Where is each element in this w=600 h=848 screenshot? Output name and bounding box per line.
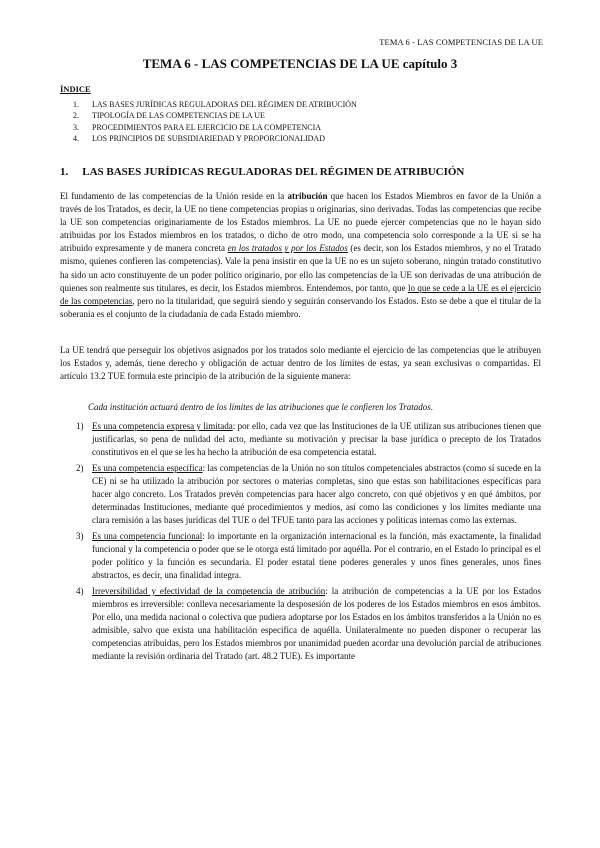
list-item: 2) Es una competencia específica: las competencias de la Unión no son títulos competenciales abstractos (como sí sucede en la CE) ni se ha utilizado la atribución por sectores o materias completas, sino que estas son habilitaciones específicas para hacer algo concreto. Los Tratados prevén competencias para hacer algo concreto, con qué objetivos y en qué ámbitos, por determinadas Instituciones, mediante qué procedimientos y medios, así como las condiciones y los límites mediante una clara remisión a las bases jurídicas del TUE o del TFUE tanto para las acciones y políticas internas como las externas. <box>76 462 541 526</box>
emphasis-tratados: en los tratados y por los Estados <box>227 243 348 254</box>
article-quote: Cada institución actuará dentro de los límites de las atribuciones que le confieren los Tratados. <box>88 402 434 412</box>
running-header: TEMA 6 - LAS COMPETENCIAS DE LA UE <box>379 37 543 47</box>
section-title: LAS BASES JURÍDICAS REGULADORAS DEL RÉGIMEN DE ATRIBUCIÓN <box>82 166 465 178</box>
toc-item: 2. TIPOLOGÍA DE LAS COMPETENCIAS DE LA UE <box>73 111 265 121</box>
section-heading <box>60 166 464 178</box>
section-number: 1. <box>60 166 69 178</box>
toc-item: 4. LOS PRINCIPIOS DE SUBSIDIARIEDAD Y PROPORCIONALIDAD <box>73 134 325 144</box>
emphasis-ejercicio: lo que se cede a la UE es el ejercicio de las competencias <box>60 282 541 306</box>
list-item: 3) Es una competencia funcional: lo importante en la organización internacional es la función, más exactamente, la finalidad funcional y la competencia o poder que se le otorga está limitado por aquélla. Por el contrario, en el Estado lo principal es el poder político y la función es secundaria. El poder estatal tiene poderes generales y unos fines generales, unos fines abstractos, es decir, una finalidad íntegra. <box>76 530 541 581</box>
characteristics-list <box>60 420 541 666</box>
list-item: 4) Irreversibilidad y efectividad de la competencia de atribución: la atribución de competencias a la UE por los Estados miembros es irreversible: conlleva necesariamente la desposesión de los poderes de los Estados miembros en esos ámbitos. Por ello, una medida nacional o colectiva que pudiera adoptarse por los Estados en los ámbitos transferidos a la Unión no es admisible, salvo que exista una habilitación específica de aquélla. Unilateralmente no pueden disponer o recuperar las competencias atribuidas, pero los Estados miembros por unanimidad pueden acordar una devolución parcial de atribuciones mediante la revisión ordinaria del Tratado (art. 48.2 TUE). Es importante <box>76 585 541 662</box>
table-of-contents <box>60 99 540 145</box>
toc-item-label: TIPOLOGÍA DE LAS COMPETENCIAS DE LA UE <box>92 111 265 121</box>
emphasis-atribucion: atribución <box>287 191 328 201</box>
list-item: 1) Es una competencia expresa y limitada: por ello, cada vez que las Instituciones de la UE utilizan sus atribuciones tienen que justificarlas, so pena de nulidad del acto, mediante su motivación y precisar la base jurídica o precepto de los Tratados constitutivos en el que se les ha hecho la atribución de esa competencia estatal. <box>76 421 541 458</box>
toc-item: 1. LAS BASES JURÍDICAS REGULADORAS DEL RÉGIMEN DE ATRIBUCIÓN <box>73 100 357 109</box>
paragraph-1: El fundamento de las competencias de la Unión reside en la atribución que hacen los Estados Miembros en favor de la Unión a través de los Tratados, es decir, la UE no tiene competencias propias u originarias, sino derivadas. Todas las competencias que recibe la UE son competencias originariamente de los Estados miembros. La UE no puede ejercer competencias que no le hayan sido atribuidas por los Estados miembros en los tratados, o dicho de otro modo, una competencia solo corresponde a la UE si se ha atribuido expresamente y de manera concreta en los tratados y por los Estados (es decir, son los Estados miembros, y no el Tratado mismo, quienes confieren las competencias). Vale la pena insistir en que la UE no es un sujeto soberano, ningún tratado constitutivo ha sido un acto constituyente de un poder político originario, por ello las competencias de la UE son derivadas de una atribución de quienes son realmente sus titulares, es decir, los Estados miembros. Entendemos, por tanto, que lo que se cede a la UE es el ejercicio de las competencias, pero no la titularidad, que seguirá siendo y seguirán conservando los Estados. Esto se debe a que el titular de la soberanía es el conjunto de la ciudadanía de cada Estado miembro. <box>60 191 541 319</box>
list-item-heading: Irreversibilidad y efectividad de la competencia de atribución <box>92 585 326 596</box>
list-item-heading: Es una competencia funcional <box>92 530 203 541</box>
toc-label: ÍNDICE <box>60 84 91 94</box>
toc-item-label: LOS PRINCIPIOS DE SUBSIDIARIEDAD Y PROPORCIONALIDAD <box>92 134 325 144</box>
toc-item: 3. PROCEDIMIENTOS PARA EL EJERCICIO DE LA COMPETENCIA <box>73 122 322 132</box>
list-item-heading: Es una competencia expresa y limitada <box>92 421 233 431</box>
list-item-heading: Es una competencia específica <box>92 462 203 473</box>
paragraph-2: La UE tendrá que perseguir los objetivos asignados por los tratados solo mediante el ejercicio de las competencias que le atribuyen los Estados y, además, tiene derecho y obligación de actuar dentro de los límites de estas, ya sean exclusivas o compartidas. El artículo 13.2 TUE formula este principio de la atribución de la siguiente manera: <box>60 345 541 382</box>
toc-item-label: PROCEDIMIENTOS PARA EL EJERCICIO DE LA COMPETENCIA <box>92 122 322 132</box>
page-title: TEMA 6 - LAS COMPETENCIAS DE LA UE capítulo 3 <box>142 56 458 71</box>
toc-item-label: LAS BASES JURÍDICAS REGULADORAS DEL RÉGIMEN DE ATRIBUCIÓN <box>92 100 357 109</box>
